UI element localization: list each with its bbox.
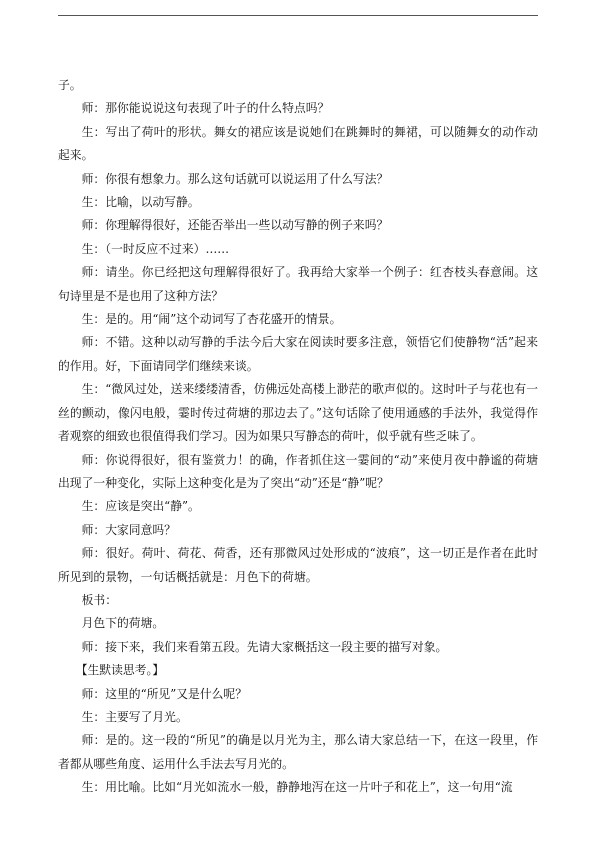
paragraph: 师：这里的“所见”又是什么呢？ — [81, 686, 248, 701]
paragraph: 生：“微风过处，送来缕缕清香，仿佛远处高楼上渺茫的歌声似的。这时叶子与花也有一丝的颤动，像闪电般，霎时传过荷塘的那边去了。”这句话除了使用通感的手法外，我觉得作者观察的细致也很值得我们学习。因为如果只写静态的荷叶，似乎就有些乏味了。 — [58, 382, 538, 444]
paragraph: 月色下的荷塘。 — [81, 616, 165, 631]
paragraph: 师：你很有想象力。那么这句话就可以说运用了什么写法？ — [81, 171, 389, 186]
paragraph: 师：大家同意吗？ — [81, 522, 176, 537]
paragraph: 生：是的。用“闹”这个动词写了杏花盛开的情景。 — [81, 312, 342, 327]
header-rule — [58, 15, 538, 16]
paragraph: 师：不错。这种以动写静的手法今后大家在阅读时要多注意，领悟它们使静物“活”起来的作用。好，下面请同学们继续来谈。 — [58, 335, 538, 373]
paragraph: 师：你说得很好，很有鉴赏力！的确，作者抓住这一霎间的“动”来使月夜中静谧的荷塘出现了一种变化，实际上这种变化是为了突出“动”还是“静”呢？ — [58, 452, 538, 490]
paragraph: 生：主要写了月光。 — [81, 709, 188, 724]
paragraph: 师：你理解得很好，还能否举出一些以动写静的例子来吗？ — [81, 218, 389, 233]
paragraph: 师：请坐。你已经把这句理解得很好了。我再给大家举一个例子：红杏枝头春意闹。这句诗里是不是也用了这种方法？ — [58, 265, 538, 303]
paragraph: 师：接下来，我们来看第五段。先请大家概括这一段主要的描写对象。 — [81, 639, 448, 654]
paragraph: 生：用比喻。比如“月光如流水一般，静静地泻在这一片叶子和花上”，这一句用“流 — [81, 780, 513, 795]
paragraph: 生：（一时反应不过来）…… — [81, 241, 230, 256]
paragraph: 【生默读思考。】 — [75, 663, 165, 678]
paragraph: 师：那你能说说这句表现了叶子的什么特点吗？ — [81, 101, 330, 116]
paragraph: 板书： — [81, 592, 117, 607]
paragraph: 师：很好。荷叶、荷花、荷香，还有那微风过处形成的“波痕”，这一切正是作者在此时所见到的景物，一句话概括就是：月色下的荷塘。 — [58, 546, 538, 584]
paragraph: 师：是的。这一段的“所见”的确是以月光为主，那么请大家总结一下，在这一段里，作者都从哪些角度、运用什么手法去写月光的。 — [58, 733, 538, 771]
paragraph: 子。 — [58, 78, 82, 92]
lesson-transcript — [58, 74, 538, 800]
paragraph: 生：应该是突出“静”。 — [81, 499, 200, 514]
paragraph: 生：写出了荷叶的形状。舞女的裙应该是说她们在跳舞时的舞裙，可以随舞女的动作动起来。 — [58, 124, 538, 163]
paragraph: 生：比喻，以动写静。 — [81, 195, 200, 210]
